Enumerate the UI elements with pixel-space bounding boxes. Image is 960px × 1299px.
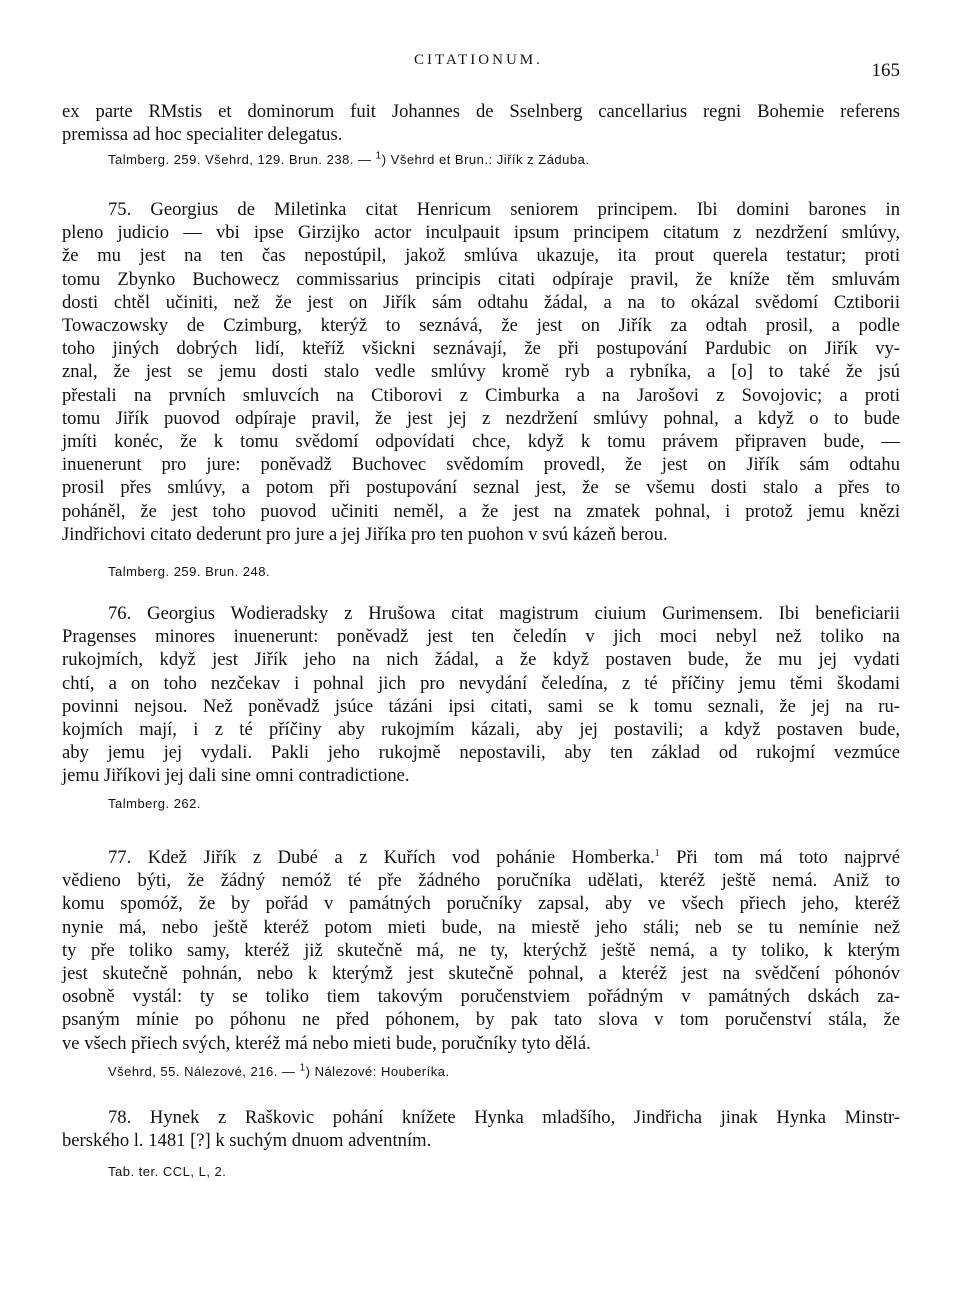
text-line: rukojmích, když jest Jiřík jeho na nich žádal, a že když postaven bude, že mu jej vydati xyxy=(62,649,900,671)
entry-78 xyxy=(62,1106,900,1152)
page-number: 165 xyxy=(871,60,900,81)
text-line: premissa ad hoc specialiter delegatus. xyxy=(62,124,343,146)
text-line: že mu jest na ten čas nepostúpil, jakož smlúva ukazuje, ita prout querela testatur; proti xyxy=(62,245,900,267)
text-line: 76. Georgius Wodieradsky z Hrušowa citat magistrum ciuium Gurimensem. Ibi beneficiarii xyxy=(108,603,900,624)
text-line: tomu Zbynko Buchowecz commissarius principis citati odpíraje pravil, že kníže těm smluvám xyxy=(62,268,900,290)
source-reference: Talmberg. 262. xyxy=(108,796,201,811)
footnote-text: ) Nálezové: Houberíka. xyxy=(305,1064,450,1079)
text-line: chtí, a on toho nezčekav i pohnal jich pro nevydání čeledína, z té příčiny jemu těmi škodami xyxy=(62,672,900,694)
footnote-mark: 1 xyxy=(654,847,660,859)
entry-76 xyxy=(62,602,900,788)
text-line: Towaczowsky de Czimburg, kterýž to seznává, že jest on Jiřík za odtah prosil, a podle xyxy=(62,315,900,337)
continuation-paragraph xyxy=(62,100,900,146)
text-line: dosti chtěl učiniti, než že jest on Jiřík sám odtahu žádal, a na to okázal svědomí Cztiborii xyxy=(62,291,900,313)
text-line: pleno judicio — vbi ipse Girzijko actor inculpauit ipsum principem citatum z nezdržení smlúvy, xyxy=(62,222,900,244)
text-line: toho jiných dobrých lidí, kteříž všickni seznávají, že při postupování Pardubic on Jiřík vy- xyxy=(62,338,900,360)
text-line: jemu Jiříkovi jej dali sine omni contradictione. xyxy=(62,765,410,787)
source-text: Všehrd, 55. Nálezové, 216. — xyxy=(108,1064,296,1079)
source-text: Talmberg. 259. Všehrd, 129. Brun. 238. — xyxy=(108,152,372,167)
text-line: znal, že jest se jemu dosti stalo vedle smlúvy kromě ryb a rybníka, a [o] to také že jsú xyxy=(62,361,900,383)
text-line: tomu Jiřík puovod odpíraje pravil, že jest jej z nezdržení smlúvy pohnal, a když o to bude xyxy=(62,407,900,429)
source-reference: Talmberg. 259. Brun. 248. xyxy=(108,564,271,579)
source-reference xyxy=(108,1064,450,1079)
text-line: komu spomóž, že by pořád v památných poručníky zapsal, aby ve všech přiech jeho, kteréž xyxy=(62,893,900,915)
text-line: psaným mínie po póhonu ne před póhonem, by pak tato slova v tom poručenství stála, že xyxy=(62,1009,900,1031)
text-line: vědieno býti, že žádný nemóž té pře žádného poručníka udělati, kteréž ještě nemá. Aniž to xyxy=(62,870,900,892)
text-line: berského l. 1481 [?] k suchým dnuom adventním. xyxy=(62,1130,432,1152)
footnote-mark: 1 xyxy=(375,150,382,162)
text-line: ve všech přiech svých, kteréž má nebo mieti bude, poručníky tyto dělá. xyxy=(62,1032,591,1054)
text-line: Pragenses minores inuenerunt: poněvadž jest ten čeledín v jich moci nebyl než toliko na xyxy=(62,626,900,648)
source-reference: Tab. ter. CCL, L, 2. xyxy=(108,1164,227,1179)
text-line: jmíti konéc, že k tomu svědomí odpovídati chce, když k tomu právem připraven bude, — xyxy=(62,431,900,453)
text-line: 77. Kdež Jiřík z Dubé a z Kuřích vod pohánie Homberka.$^1$ Při tom má toto najprvé xyxy=(108,847,900,868)
footnote-text: ) Všehrd et Brun.: Jiřík z Záduba. xyxy=(381,152,590,167)
text-line: 75. Georgius de Miletinka citat Henricum seniorem principem. Ibi domini barones in xyxy=(108,199,900,220)
text-line: ex parte RMstis et dominorum fuit Johannes de Sselnberg cancellarius regni Bohemie referens xyxy=(62,101,900,122)
entry-75 xyxy=(62,198,900,546)
text-line: 78. Hynek z Raškovic pohání knížete Hynka mladšího, Jindřicha jinak Hynka Minstr- xyxy=(108,1107,900,1128)
text-line: kojmích mají, i z té příčiny aby rukojmím kázali, aby jej postavili; a když postaven bude, xyxy=(62,719,900,741)
source-reference xyxy=(108,152,589,167)
text-line: přestali na prvních smluvcích na Ctiborovi z Cimburka a na Jarošovi z Sovojovic; a proti xyxy=(62,384,900,406)
text-line: poháněl, že jest toho puovod učiniti neměl, a že jest na zmatek pohnal, i protož jemu knězi xyxy=(62,500,900,522)
text-line: aby jemu jej vydali. Pakli jeho rukojmě nepostavili, aby ten základ od rukojmí vezmúce xyxy=(62,742,900,764)
text-line: inuenerunt pro jure: poněvadž Buchovec svědomím provedl, že jest on Jiřík sám odtahu xyxy=(62,454,900,476)
footnote-mark: 1 xyxy=(299,1062,306,1074)
text-line: prosil přes smlúvy, a potom při postupování seznal jest, že se všemu dosti stalo a přes to xyxy=(62,477,900,499)
running-head: CITATIONUM. xyxy=(414,52,543,68)
text-line: ty pře toliko samy, kteréž již skutečně má, ne ty, kterýchž ještě nemá, a ty toliko, k kterým xyxy=(62,939,900,961)
text-line: osobně vystál: ty se toliko tiem takovým poručenstviem pořádným v památných dskách za- xyxy=(62,986,900,1008)
entry-77 xyxy=(62,846,900,1055)
text-line: povinni nejsou. Než poněvadž jsúce tázáni ipsi citati, sami se k tomu seznali, že jej na ru- xyxy=(62,695,900,717)
text-line: Jindřichovi citato dederunt pro jure a jej Jiříka pro ten puohon v svú kázeň berou. xyxy=(62,523,668,545)
text-line: nynie má, nebo ještě kteréž potom mieti bude, na miestě jeho stáli; neb se tu nemínie než xyxy=(62,916,900,938)
text-line: jest skutečně pohnán, nebo k kterýmž jest skutečně pohnal, a kteréž jest na svědčení póhonóv xyxy=(62,963,900,985)
